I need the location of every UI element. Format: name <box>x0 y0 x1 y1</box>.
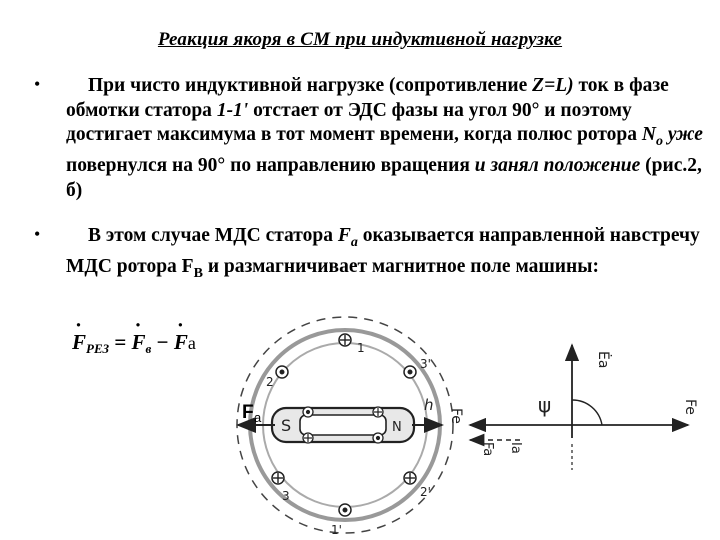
paragraph-run: и размагничивает магнитное поле машины: <box>202 256 599 278</box>
formula-lhs: · F <box>72 330 86 354</box>
paragraph-run: В этом случае МДС статора <box>88 225 338 246</box>
formula-term1-sub: в <box>145 341 152 356</box>
paragraph-run: B <box>193 266 203 282</box>
paragraph-run: 1-1' <box>216 99 249 121</box>
formula-eq: = <box>114 330 127 354</box>
paragraph-run: повернулся на 90° по направлению вращения <box>66 155 475 177</box>
label-ea: Ėa <box>595 351 611 369</box>
label-fa-sub: a <box>254 410 262 425</box>
paragraph-run: o <box>655 133 663 149</box>
paragraph-run: уже <box>662 124 703 145</box>
label-fe-right: Fe <box>682 399 698 415</box>
slide-title: Реакция якоря в СМ при индуктивной нагрузке <box>157 29 563 50</box>
num-1-prime: 1' <box>331 523 342 537</box>
label-ia: Ia <box>508 442 523 454</box>
label-fe-left: Fe <box>448 408 464 424</box>
formula-term2: · F <box>174 330 188 354</box>
bullet-marker-2: • <box>34 224 41 244</box>
num-2-prime: 2' <box>420 485 431 499</box>
paragraph-run: F <box>337 225 351 246</box>
vector-diagram <box>470 345 698 470</box>
rotor-core <box>300 415 386 435</box>
formula-term1: · F <box>132 330 146 354</box>
label-h: h <box>424 396 434 414</box>
formula-term2-sub: a <box>187 333 196 353</box>
bullet-marker-1: • <box>34 74 41 94</box>
label-s-pole: S <box>281 416 292 435</box>
paragraph-run: a <box>350 234 358 250</box>
num-3: 3 <box>282 489 290 503</box>
label-fa-right: Fa <box>480 442 495 457</box>
label-psi: ψ <box>538 393 552 417</box>
formula-lhs-sub: РЕЗ <box>86 341 110 356</box>
paragraph-run: При чисто индуктивной нагрузке (сопротивление <box>88 75 533 96</box>
label-n-pole: N <box>392 420 402 435</box>
formula-minus: − <box>156 330 169 354</box>
psi-arc <box>572 400 602 425</box>
paragraph-run: F <box>181 256 194 278</box>
num-1: 1 <box>357 341 365 355</box>
paragraph-run: и занял положение <box>474 155 641 177</box>
num-2: 2 <box>266 375 274 389</box>
machine-diagram <box>237 317 464 537</box>
paragraph-run: N <box>641 124 656 145</box>
num-3-prime: 3' <box>420 357 431 371</box>
paragraph-run: (рис.2, б) <box>66 155 702 201</box>
paragraph-run: ток в фазе обмотки статора <box>66 75 669 121</box>
paragraph-run: Z=L) <box>532 75 574 96</box>
paragraph-run: оказывается направленной навстречу МДС ротора <box>66 225 700 278</box>
label-fa: F <box>242 402 254 423</box>
paragraph-run: отстает от ЭДС фазы на угол 90° и поэтому достигает максимума в тот момент времени, когда полюс ротора <box>66 99 642 145</box>
